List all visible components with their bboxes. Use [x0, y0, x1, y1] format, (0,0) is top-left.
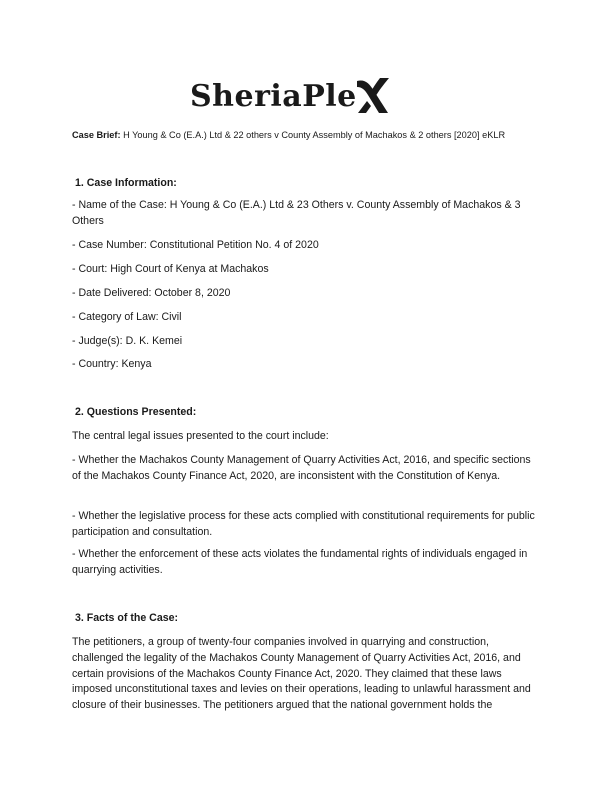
- questions-intro: The central legal issues presented to the court include:: [72, 430, 329, 442]
- case-info-item: - Category of Law: Civil: [72, 311, 182, 323]
- case-info-item: - Case Number: Constitutional Petition No. 4 of 2020: [72, 239, 319, 251]
- case-info-item: - Court: High Court of Kenya at Machakos: [72, 263, 269, 275]
- case-info-item: - Date Delivered: October 8, 2020: [72, 287, 231, 299]
- case-info-item: - Name of the Case: H Young & Co (E.A.) Ltd & 23 Others v. County Assembly of Machakos & 3 Others: [72, 199, 521, 227]
- case-information-heading: 1. Case Information:: [75, 177, 177, 189]
- question-item: - Whether the enforcement of these acts violates the fundamental rights of individuals engaged in quarrying activities.: [72, 548, 528, 576]
- case-brief-label: Case Brief:: [72, 130, 121, 140]
- question-item: - Whether the Machakos County Management of Quarry Activities Act, 2016, and specific sections of the Machakos County Finance Act, 2020, are inconsistent with the Constitution of Kenya.: [72, 454, 531, 482]
- case-brief-line: [72, 129, 552, 141]
- questions-presented-heading: 2. Questions Presented:: [75, 406, 197, 418]
- question-item: - Whether the legislative process for these acts complied with constitutional requirements for public participation and consultation.: [72, 510, 535, 538]
- facts-body: The petitioners, a group of twenty-four companies involved in quarrying and construction, challenged the legality of the Machakos County Management of Quarry Activities Act, 2016, and certain provisions of the Machakos County Finance Act, 2020. They claimed that these laws imposed unconstitutional taxes and levies on their operations, leading to unlawful harassment and closure of their businesses. The petitioners argued that the national government holds the: [72, 636, 531, 712]
- case-info-item: - Country: Kenya: [72, 358, 152, 370]
- logo-x-mark-icon: [355, 75, 391, 115]
- sheriaplex-logo: [190, 74, 430, 120]
- logo-text: SheriaPle: [190, 79, 357, 114]
- case-brief-title: H Young & Co (E.A.) Ltd & 22 others v County Assembly of Machakos & 2 others [2020] eKLR: [123, 130, 506, 140]
- case-info-item: - Judge(s): D. K. Kemei: [72, 335, 183, 347]
- facts-heading: 3. Facts of the Case:: [75, 612, 179, 624]
